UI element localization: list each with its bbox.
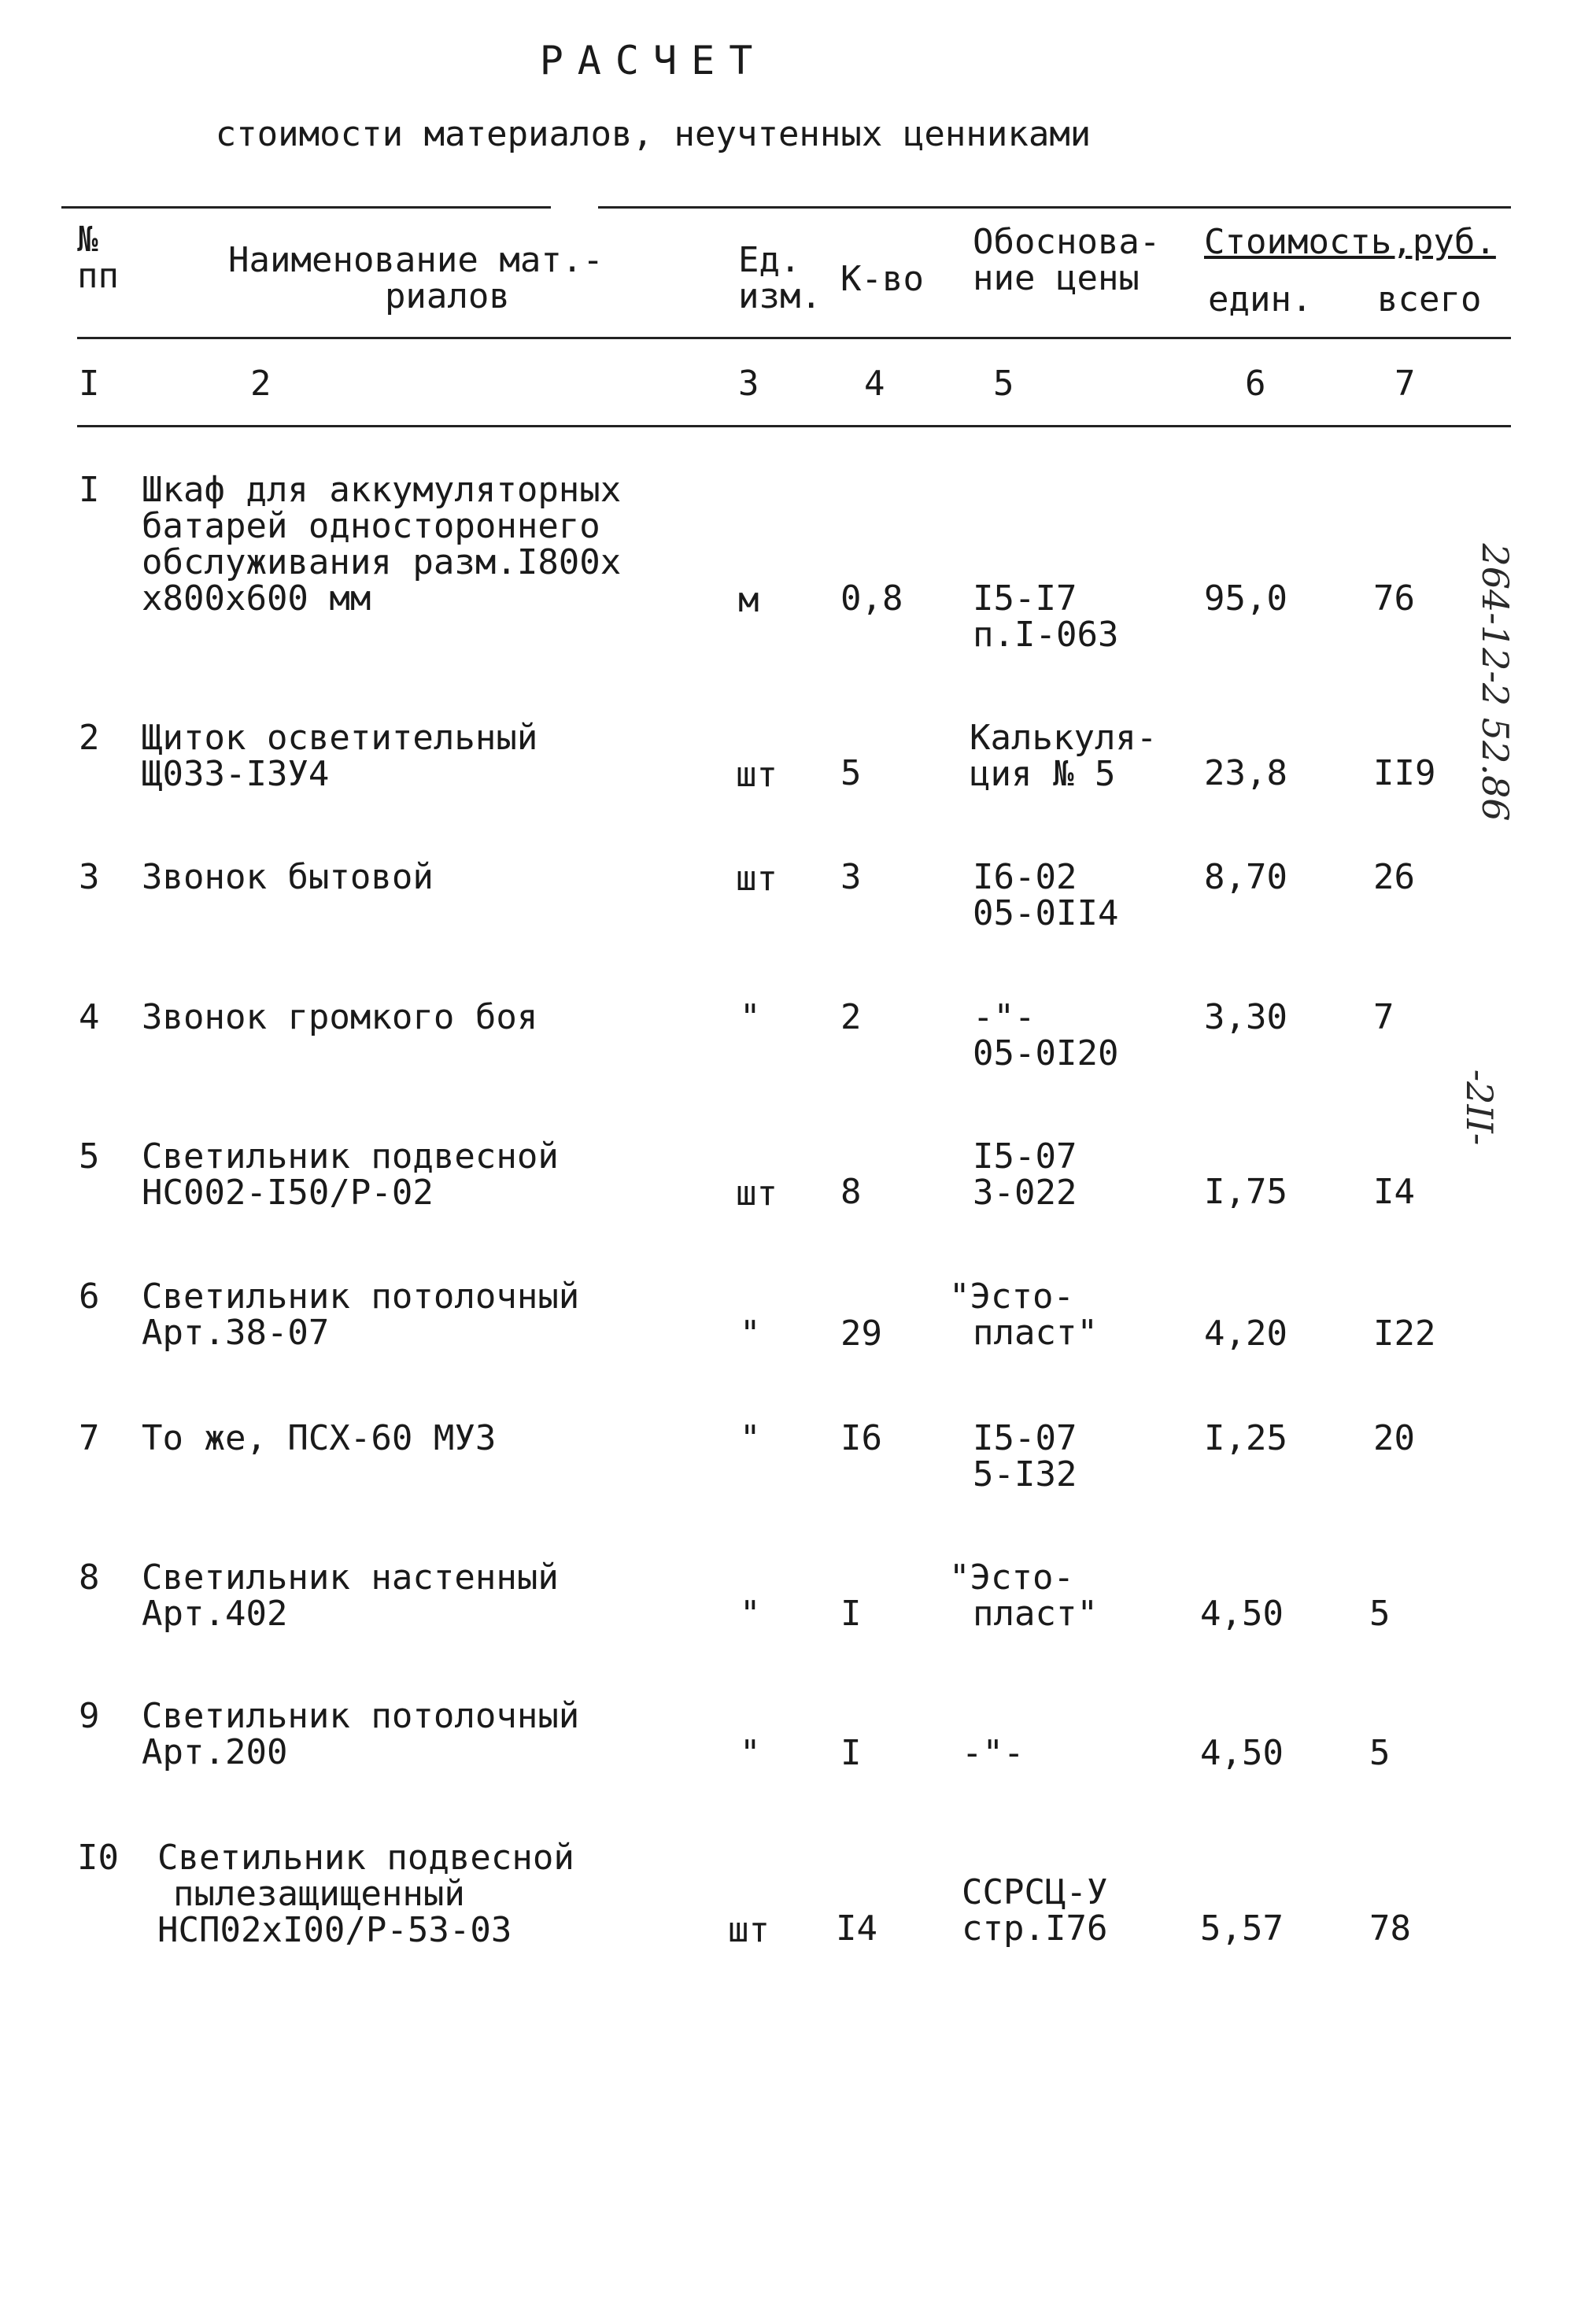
row-qty: 2 — [840, 997, 862, 1037]
document-subtitle: стоимости материалов, неучтенных ценниками — [215, 114, 1092, 154]
row-qty: 5 — [840, 753, 862, 793]
header-num: № пп — [77, 220, 119, 296]
row-unit: " — [740, 997, 761, 1037]
row-name: Светильник настенный Арт.402 — [142, 1557, 559, 1634]
row-number: 6 — [79, 1277, 100, 1317]
row-number: I — [79, 470, 100, 510]
row-number: 9 — [79, 1696, 100, 1736]
row-unit: шт — [728, 1910, 770, 1950]
row-total: 20 — [1373, 1418, 1415, 1458]
row-name: Звонок громкого боя — [142, 997, 538, 1037]
row-qty: I6 — [840, 1418, 882, 1458]
row-total: 26 — [1373, 857, 1415, 897]
row-name: Щиток осветительный Щ033-I3У4 — [142, 718, 538, 794]
row-total: 5 — [1369, 1594, 1391, 1634]
row-number: 7 — [79, 1418, 100, 1458]
colnum-1: I — [79, 364, 100, 404]
row-name: Шкаф для аккумуляторных батарей одностороннего обслуживания разм.I800х х800х600 мм — [142, 470, 622, 619]
row-total: 76 — [1373, 578, 1415, 619]
row-unit-cost: I,25 — [1204, 1418, 1287, 1458]
row-unit: шт — [736, 755, 778, 795]
row-number: 8 — [79, 1557, 100, 1598]
row-total: 5 — [1369, 1733, 1391, 1773]
colnum-7: 7 — [1394, 364, 1416, 404]
row-total: II9 — [1373, 753, 1436, 793]
handwritten-page-number: -2II- — [1458, 1069, 1501, 1146]
header-cost: Стоимость,руб. — [1204, 222, 1496, 262]
document-title: РАСЧЕТ — [539, 38, 767, 83]
row-qty: 0,8 — [840, 578, 903, 619]
row-basis: "Эсто- пласт" — [949, 1277, 1098, 1353]
row-basis: I6-02 05-0II4 — [973, 857, 1119, 933]
row-qty: 8 — [840, 1172, 862, 1212]
row-unit-cost: 8,70 — [1204, 857, 1287, 897]
colnum-6: 6 — [1245, 364, 1266, 404]
row-unit: " — [740, 1594, 761, 1634]
row-basis: Калькуля- ция № 5 — [970, 718, 1158, 794]
row-unit-cost: 4,50 — [1200, 1733, 1284, 1773]
row-unit-cost: 4,50 — [1200, 1594, 1284, 1634]
row-basis: "Эсто- пласт" — [949, 1557, 1098, 1634]
row-name: Светильник подвесной НС002-I50/Р-02 — [142, 1136, 559, 1213]
row-unit-cost: 3,30 — [1204, 997, 1287, 1037]
row-name: Светильник потолочный Арт.38-07 — [142, 1277, 580, 1353]
row-unit: " — [740, 1313, 761, 1354]
header-name: Наименование мат.- риалов — [228, 240, 604, 316]
row-number: 4 — [79, 997, 100, 1037]
row-unit: " — [740, 1418, 761, 1458]
row-total: I4 — [1373, 1172, 1415, 1212]
row-number: 3 — [79, 857, 100, 897]
header-bottom-rule — [77, 425, 1511, 427]
row-unit: шт — [736, 1173, 778, 1214]
row-total: 78 — [1369, 1908, 1411, 1949]
row-number: 2 — [79, 718, 100, 758]
header-mid-rule — [77, 337, 1511, 339]
row-qty: 3 — [840, 857, 862, 897]
row-basis: I5-I7 п.I-063 — [973, 578, 1119, 655]
row-name: То же, ПСХ-60 МУЗ — [142, 1418, 497, 1458]
header-unit: Ед. изм. — [738, 240, 822, 316]
row-unit-cost: 4,20 — [1204, 1313, 1287, 1354]
row-number: I0 — [77, 1838, 119, 1878]
header-qty: К-во — [840, 259, 924, 299]
row-qty: I — [840, 1594, 862, 1634]
colnum-3: 3 — [738, 364, 759, 404]
header-total: всего — [1377, 279, 1482, 320]
row-unit: шт — [736, 859, 778, 899]
row-number: 5 — [79, 1136, 100, 1177]
row-unit-cost: 5,57 — [1200, 1908, 1284, 1949]
row-basis: -"- — [962, 1733, 1025, 1773]
header-top-rule-right — [598, 206, 1511, 209]
row-qty: I4 — [836, 1908, 877, 1949]
row-qty: I — [840, 1733, 862, 1773]
row-unit-cost: I,75 — [1204, 1172, 1287, 1212]
colnum-5: 5 — [993, 364, 1014, 404]
row-name: Светильник потолочный Арт.200 — [142, 1696, 580, 1772]
row-basis: ССРСЦ-У стр.I76 — [962, 1872, 1108, 1949]
header-unit-cost: един. — [1208, 279, 1313, 320]
row-basis: -"- 05-0I20 — [973, 997, 1119, 1073]
row-basis: I5-07 5-I32 — [973, 1418, 1077, 1495]
row-unit-cost: 95,0 — [1204, 578, 1287, 619]
row-total: I22 — [1373, 1313, 1436, 1354]
row-total: 7 — [1373, 997, 1394, 1037]
colnum-4: 4 — [864, 364, 885, 404]
row-unit: " — [740, 1733, 761, 1773]
row-unit: м — [738, 580, 759, 620]
header-top-rule-left — [61, 206, 551, 209]
row-name: Светильник подвесной пылезащищенный НСП02хI00/Р-53-03 — [157, 1838, 574, 1950]
row-qty: 29 — [840, 1313, 882, 1354]
colnum-2: 2 — [250, 364, 272, 404]
handwritten-document-code: 264-12-2 52.86 — [1474, 543, 1516, 822]
header-basis: Обоснова- ние цены — [973, 222, 1161, 298]
row-unit-cost: 23,8 — [1204, 753, 1287, 793]
row-name: Звонок бытовой — [142, 857, 434, 897]
row-basis: I5-07 3-022 — [973, 1136, 1077, 1213]
